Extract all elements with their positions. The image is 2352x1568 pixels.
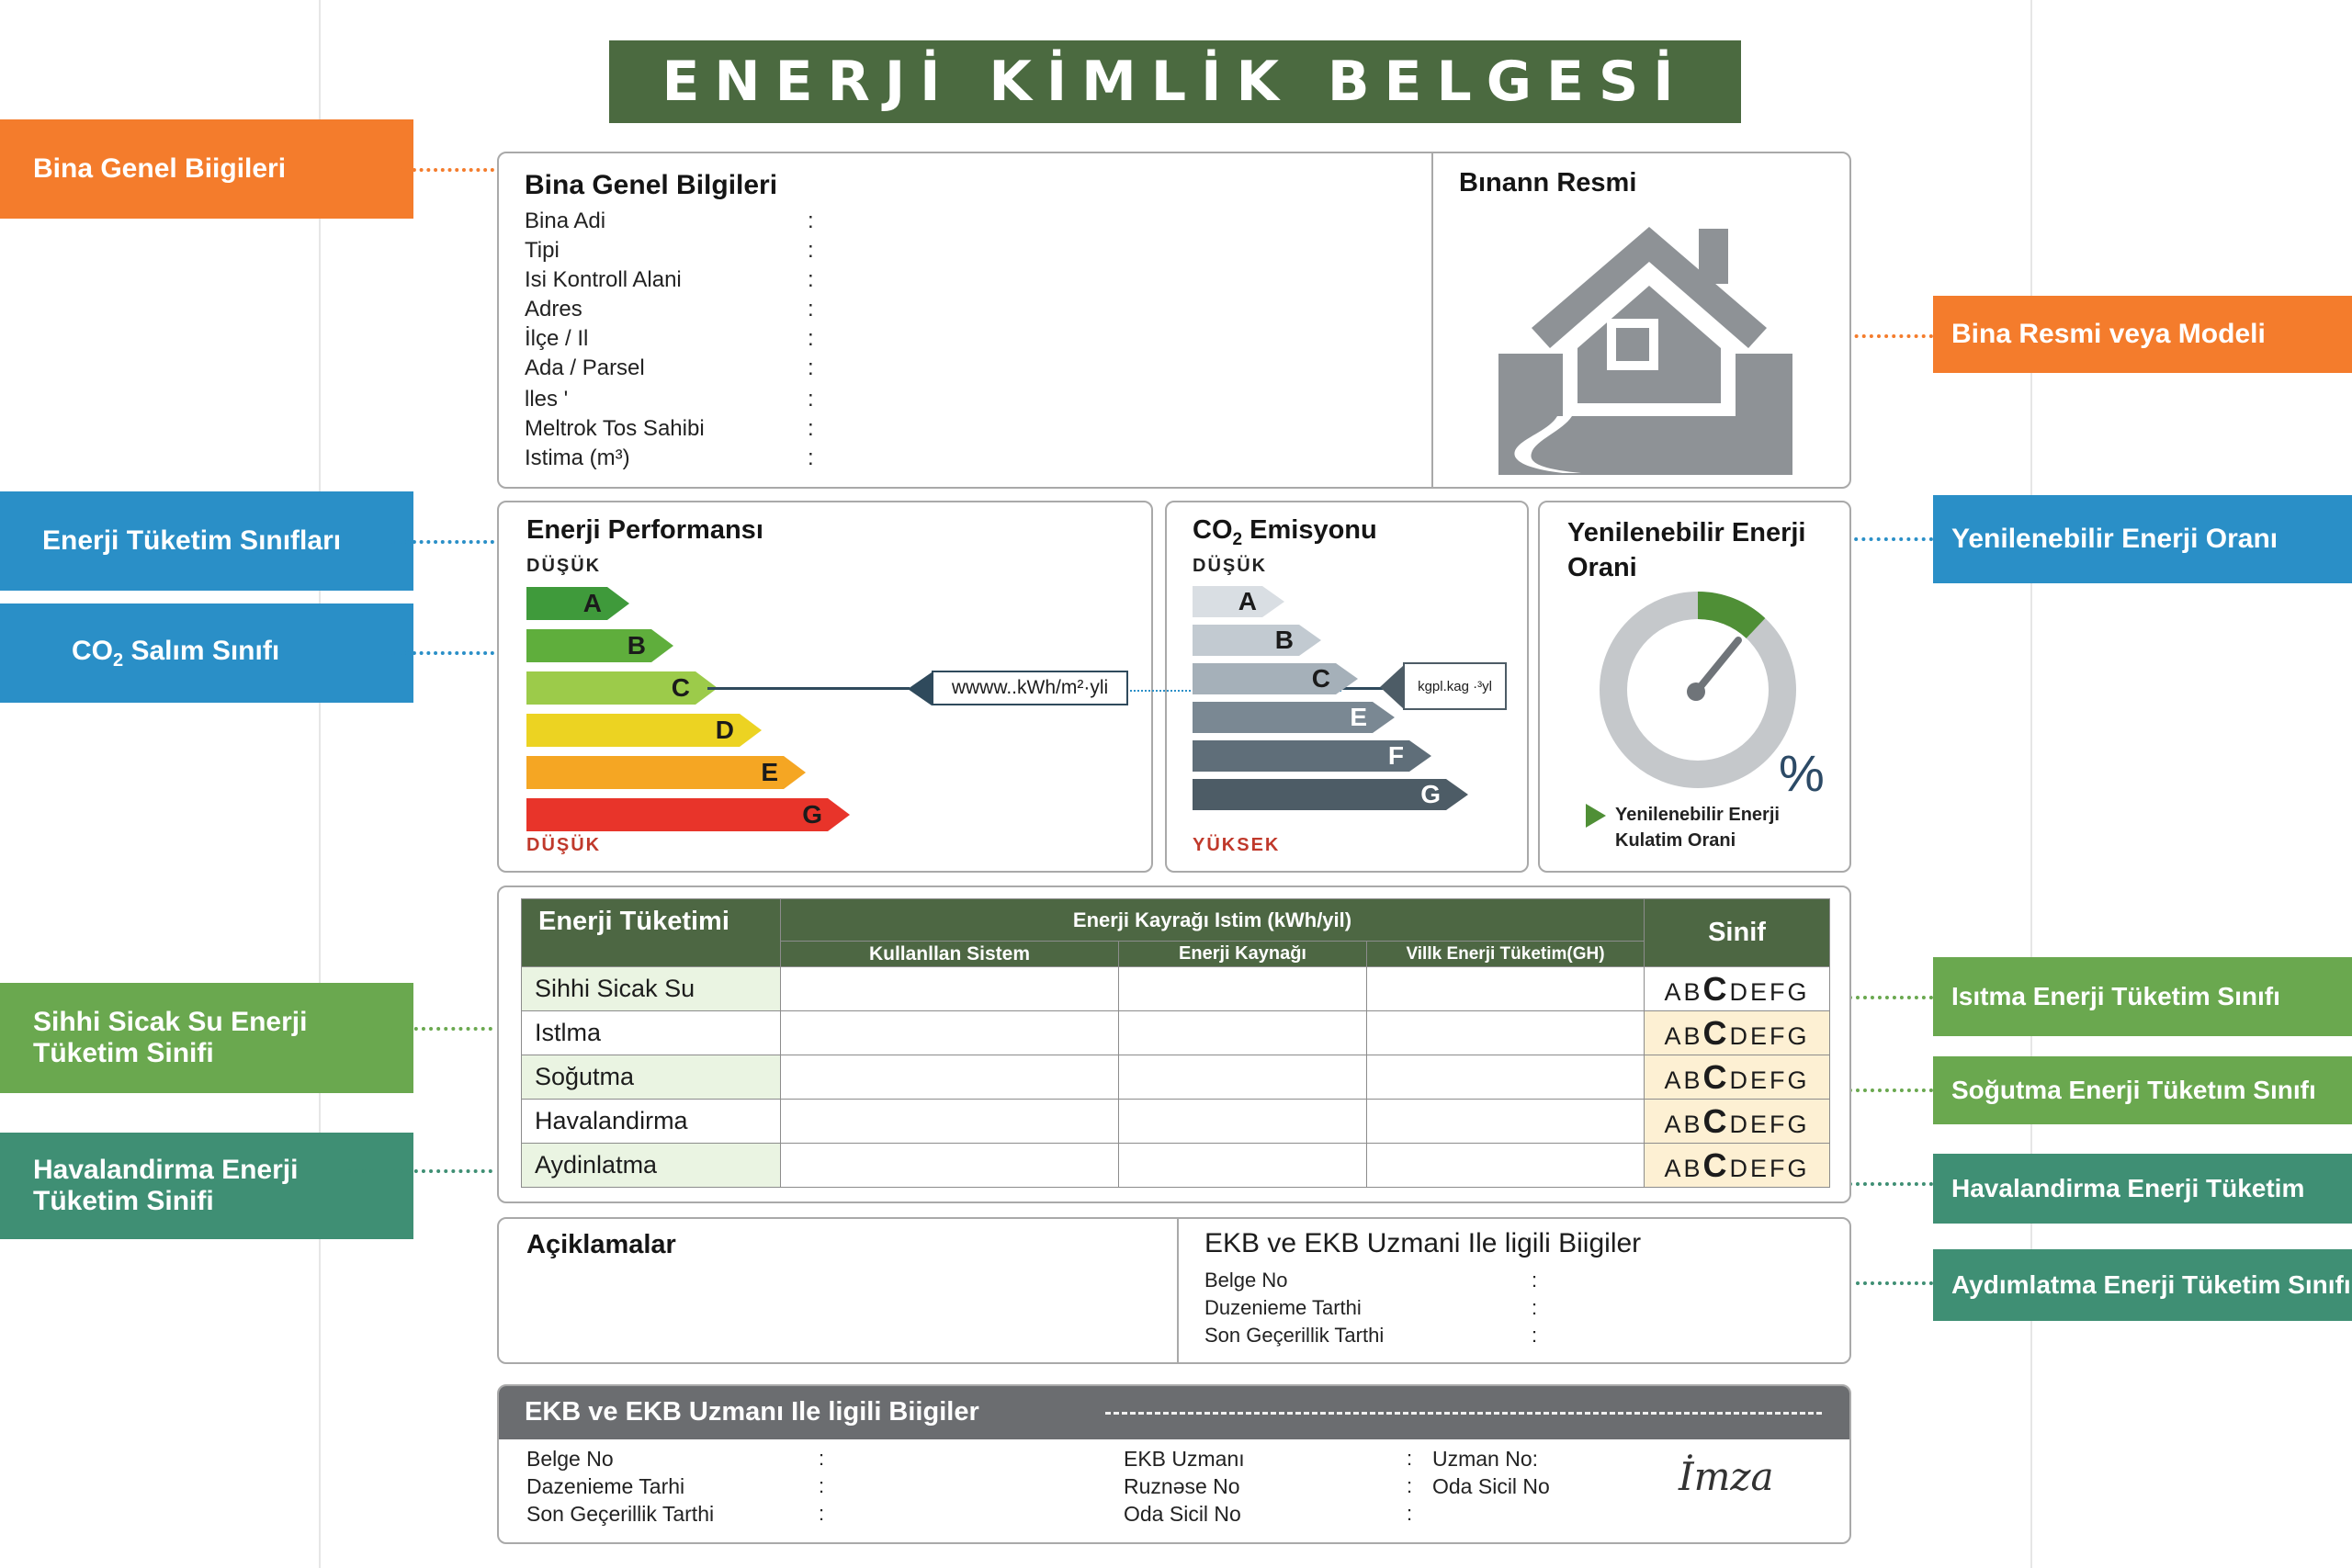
table-cell: [1119, 1011, 1367, 1055]
info-label: Tipi: [525, 238, 560, 263]
row-label: Istlma: [522, 1011, 781, 1055]
class-scale: ABCDEFG: [1645, 1100, 1830, 1144]
colon: :: [1532, 1269, 1538, 1292]
footer-title: EKB ve EKB Uzmanı Ile ligili Biigiler: [525, 1397, 979, 1427]
table-cell: [1119, 1144, 1367, 1188]
page-title: ENERJİ KİMLİK BELGESİ: [609, 40, 1741, 123]
photo-title: Bınann Resmi: [1459, 168, 1637, 197]
energy-class-label: D: [715, 716, 734, 744]
co2-class-label: F: [1387, 741, 1404, 770]
table-cell: [1367, 1055, 1645, 1100]
callout-ventilation-consumption: [1933, 1154, 2352, 1224]
energy-class-bar-e: [526, 756, 784, 789]
colon: :: [808, 416, 814, 441]
scale-top-label: DÜŞÜK: [1193, 556, 1268, 576]
colon: :: [808, 326, 814, 351]
bar-arrow: [828, 798, 850, 831]
footer-label: Son Geçerillik Tarthi: [526, 1502, 715, 1526]
table-cell: [1119, 967, 1367, 1011]
signature-label: İmza: [1679, 1454, 1774, 1499]
footer-header: [499, 1386, 1851, 1439]
info-label: Adres: [525, 297, 582, 321]
house-icon: [1498, 220, 1802, 475]
co2-class-bar-g: [1193, 779, 1446, 810]
callout-lighting-class: [1933, 1249, 2352, 1321]
callout-label: Bina Genel Biigileri: [33, 153, 287, 184]
energy-class-label: G: [802, 800, 822, 829]
co2-class-bar-e: [1193, 702, 1373, 733]
info-label: lles ': [525, 387, 569, 412]
general-info-panel: [497, 152, 1851, 489]
colon: :: [808, 387, 814, 412]
scale-bottom-label: YÜKSEK: [1193, 835, 1281, 855]
callout-label: Havalandirma Enerji Tüketim: [1951, 1174, 2305, 1202]
callout-general-info: [0, 119, 413, 219]
footer-label: Oda Sicil No: [1124, 1502, 1241, 1526]
energy-value-box: wwww..kWh/m²·yli: [932, 671, 1128, 705]
bar-arrow: [784, 756, 806, 789]
co2-class-label: G: [1420, 780, 1441, 808]
general-info-title: Bina Genel Bilgileri: [525, 170, 778, 200]
table-cell: [1367, 1011, 1645, 1055]
footer-label: Ruznəse No: [1124, 1474, 1240, 1498]
energy-class-bar-a: [526, 587, 607, 620]
callout-label: Aydımlatma Enerji Tüketim Sınıfı: [1951, 1270, 2351, 1299]
callout-hot-water-class: [0, 983, 413, 1093]
renewable-gauge: [1593, 585, 1803, 795]
row-label: Aydinlatma: [522, 1144, 781, 1188]
energy-class-bar-g: [526, 798, 828, 831]
class-scale: ABCDEFG: [1645, 967, 1830, 1011]
table-row: [522, 1100, 1830, 1144]
energy-class-label: B: [627, 631, 646, 660]
footer-label: EKB Uzmanı: [1124, 1447, 1245, 1471]
bar-arrow: [1446, 779, 1468, 810]
callout-label: Isıtma Enerji Tüketim Sınıfı: [1951, 982, 2280, 1010]
ekb-info-label: Belge No: [1204, 1269, 1288, 1292]
energy-marker-line: [707, 687, 910, 690]
footer-label: Uzman No:: [1432, 1447, 1539, 1471]
info-label: Isi Kontroll Alani: [525, 267, 682, 292]
callout-label: Tüketim Sinifi: [33, 1038, 214, 1068]
class-scale: ABCDEFG: [1645, 1011, 1830, 1055]
panel-divider: [1431, 153, 1433, 487]
energy-class-bar-d: [526, 714, 740, 747]
callout-cooling-class: [1933, 1056, 2352, 1124]
energy-class-bar-b: [526, 629, 651, 662]
connector: [1841, 1089, 1933, 1092]
scale-top-label: DÜŞÜK: [526, 556, 602, 576]
table-row: [522, 1011, 1830, 1055]
table-class-header: Sinif: [1645, 899, 1830, 967]
info-label: Istima (m³): [525, 446, 630, 470]
ekb-info-label: Son Geçerillik Tarthi: [1204, 1324, 1385, 1347]
footer-label: Oda Sicil No: [1432, 1474, 1550, 1498]
callout-renewable-ratio: [1933, 495, 2352, 583]
colon: :: [1407, 1447, 1413, 1470]
energy-class-label: C: [671, 673, 690, 702]
callout-heating-class: [1933, 957, 2352, 1036]
info-label: Bina Adi: [525, 209, 606, 233]
row-label: Sihhi Sicak Su: [522, 967, 781, 1011]
bar-arrow: [1373, 702, 1395, 733]
table-subheader: Villk Enerji Tüketim(GH): [1367, 942, 1645, 967]
footer-panel: [497, 1384, 1851, 1544]
percent-sign: %: [1779, 744, 1825, 802]
co2-emission-title: $CO_2$ Emisyonu: [1193, 515, 1377, 549]
callout-building-photo: [1933, 296, 2352, 373]
energy-consumption-table: [521, 898, 1830, 1188]
colon: :: [808, 238, 814, 263]
connector: [1847, 537, 1933, 541]
callout-label: Bina Resmi veya Modeli: [1951, 319, 2266, 349]
colon: :: [1532, 1324, 1538, 1347]
table-cell: [781, 1100, 1119, 1144]
row-label: Soğutma: [522, 1055, 781, 1100]
co2-class-bar-b: [1193, 625, 1299, 656]
co2-class-label: C: [1311, 664, 1330, 693]
colon: :: [819, 1474, 825, 1497]
info-label: Meltrok Tos Sahibi: [525, 416, 705, 441]
colon: :: [808, 267, 814, 292]
bar-arrow: [1262, 586, 1284, 617]
table-cell: [781, 967, 1119, 1011]
table-group-header: Enerji Kayrağı Istim (kWh/yil): [781, 899, 1645, 942]
table-row: [522, 1055, 1830, 1100]
energy-class-bar-c: [526, 671, 695, 705]
class-scale: ABCDEFG: [1645, 1055, 1830, 1100]
notes-title: Açiklamalar: [526, 1230, 676, 1259]
renewable-legend: Yenilenebilir Enerji Kulatim Orani: [1615, 805, 1780, 851]
page-guide-right: [2030, 0, 2032, 1568]
colon: :: [808, 209, 814, 233]
co2-class-bar-c: [1193, 663, 1336, 694]
co2-class-label: B: [1274, 626, 1294, 654]
bar-arrow: [1336, 663, 1358, 694]
colon: :: [808, 355, 814, 380]
bar-arrow: [651, 629, 673, 662]
connector: [347, 1169, 492, 1173]
table-cell: [1119, 1055, 1367, 1100]
scale-bottom-label: DÜŞÜK: [526, 835, 602, 855]
energy-marker-arrow: [908, 672, 932, 705]
connector: [384, 651, 494, 655]
info-label: İlçe / Il: [525, 326, 589, 351]
colon: :: [1407, 1474, 1413, 1497]
callout-label: Havalandirma Enerji: [33, 1155, 299, 1185]
table-title: Enerji Tüketimi: [522, 899, 781, 967]
table-cell: [781, 1055, 1119, 1100]
connector: [384, 540, 494, 544]
callout-label: $CO_2$ Salım Sınıfı: [72, 635, 280, 671]
colon: :: [1407, 1502, 1413, 1525]
co2-class-bar-f: [1193, 740, 1409, 772]
panel-divider: [1177, 1219, 1179, 1362]
callout-label: Soğutma Enerji Tüketım Sınıfı: [1951, 1076, 2316, 1104]
footer-label: Belge No: [526, 1447, 614, 1471]
callout-label: Tüketim Sinifi: [33, 1186, 214, 1216]
notes-panel: [497, 1217, 1851, 1364]
bar-arrow: [740, 714, 762, 747]
bar-arrow: [607, 587, 629, 620]
callout-co2-class: [0, 604, 413, 703]
connector: [1841, 996, 1933, 999]
footer-label: Dazenieme Tarhi: [526, 1474, 685, 1498]
table-subheader: Kullanllan Sistem: [781, 942, 1119, 967]
colon: :: [808, 446, 814, 470]
co2-class-label: A: [1238, 587, 1257, 615]
table-cell: [781, 1144, 1119, 1188]
energy-performance-title: Enerji Performansı: [526, 515, 763, 545]
table-subheader: Enerji Kaynağı: [1119, 942, 1367, 967]
table-row: [522, 967, 1830, 1011]
table-row: [522, 1144, 1830, 1188]
energy-class-label: A: [582, 589, 602, 617]
callout-energy-classes: [0, 491, 413, 591]
page-guide-left: [319, 0, 321, 1568]
callout-label: Yenilenebilir Enerji Oranı: [1951, 524, 2278, 554]
bar-arrow: [1409, 740, 1431, 772]
renewable-title: Yenilenebilir Enerji Orani: [1567, 518, 1806, 582]
colon: :: [1532, 1296, 1538, 1319]
callout-ventilation-class: [0, 1133, 413, 1239]
play-icon: [1586, 804, 1606, 828]
row-label: Havalandirma: [522, 1100, 781, 1144]
table-cell: [1367, 967, 1645, 1011]
ekb-info-title: EKB ve EKB Uzmani Ile ligili Biigiler: [1204, 1228, 1642, 1258]
co2-class-bar-a: [1193, 586, 1262, 617]
callout-label: Sihhi Sicak Su Enerji: [33, 1007, 308, 1037]
renewable-energy-panel: [1538, 501, 1851, 873]
table-cell: [1367, 1144, 1645, 1188]
co2-class-label: E: [1350, 703, 1367, 731]
energy-class-label: E: [761, 758, 778, 786]
co2-value-box: kgpl.kag ·³yl: [1403, 662, 1507, 710]
connector: [1856, 1281, 1933, 1285]
colon: :: [808, 297, 814, 321]
info-label: Ada / Parsel: [525, 355, 645, 380]
colon: :: [819, 1502, 825, 1525]
connector: [1841, 1182, 1933, 1186]
ekb-info-label: Duzenieme Tarthi: [1204, 1296, 1362, 1319]
class-scale: ABCDEFG: [1645, 1144, 1830, 1188]
connector: [384, 168, 494, 172]
bar-arrow: [1299, 625, 1321, 656]
table-cell: [1367, 1100, 1645, 1144]
colon: :: [819, 1447, 825, 1470]
table-cell: [1119, 1100, 1367, 1144]
footer-rule: [1105, 1412, 1822, 1415]
table-cell: [781, 1011, 1119, 1055]
callout-label: Enerji Tüketim Sınıfları: [42, 525, 342, 556]
connector: [347, 1027, 492, 1031]
